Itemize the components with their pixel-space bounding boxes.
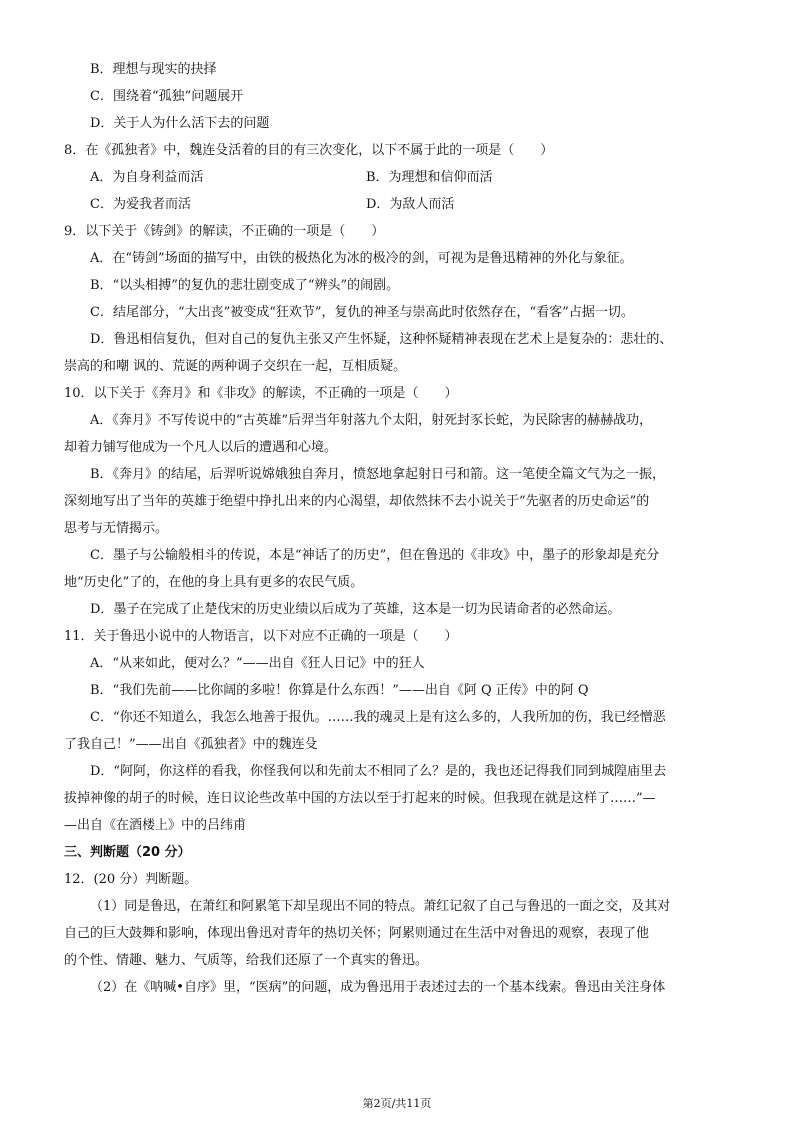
q10-option-d: D．墨子在完成了止楚伐宋的历史业绩以后成为了英雄，这本是一切为民请命者的必然命运。	[90, 602, 621, 617]
q12-item-1-cont2: 的个性、情趣、魅力、气质等，给我们还原了一个真实的鲁迅。	[64, 953, 429, 968]
q11-option-d: D．“阿阿，你这样的看我，你怪我何以和先前太不相同了么？是的，我也还记得我们同到城隍庙里去	[90, 764, 667, 779]
question-8: 8．在《孤独者》中，魏连殳活着的目的有三次变化，以下不属于此的一项是（ ）	[64, 143, 554, 158]
q10-option-c: C．墨子与公输般相斗的传说，本是“神话了的历史”，但在鲁迅的《非攻》中，墨子的形象却是充分	[90, 548, 660, 563]
q9-option-c: C．结尾部分，“大出丧”被变成“狂欢节”，复仇的神圣与崇高此时依然存在，“看客”占据一切。	[90, 305, 634, 320]
question-11: 11．关于鲁迅小说中的人物语言，以下对应不正确的一项是（ ）	[64, 629, 458, 644]
q8-option-b: B．为理想和信仰而活	[366, 170, 493, 185]
section-title: 三、判断题（20 分）	[64, 845, 191, 860]
q7-option-d: D．关于人为什么活下去的问题	[90, 116, 270, 131]
q10-option-c-cont: 地“历史化”了的，在他的身上具有更多的农民气质。	[64, 575, 364, 590]
q10-option-a: A．《奔月》不写传说中的“古英雄”后羿当年射落九个太阳，射死封豕长蛇，为民除害的赫赫战功，	[90, 413, 653, 428]
question-9: 9．以下关于《铸剑》的解读，不正确的一项是（ ）	[64, 224, 385, 239]
q12-item-1: （1）同是鲁迅，在萧红和阿累笔下却呈现出不同的特点。萧红记叙了自己与鲁迅的一面之交，及其对	[90, 899, 671, 914]
q11-option-b: B．“我们先前——比你阔的多啦！你算是什么东西！”——出自《阿 Q 正传》中的阿 Q	[90, 683, 589, 698]
q7-option-c: C．围绕着“孤独”问题展开	[90, 89, 244, 104]
q11-option-d-cont1: 拔掉神像的胡子的时候，连日议论些改革中国的方法以至于打起来的时候。但我现在就是这样了……”—	[64, 791, 656, 806]
q8-option-a: A．为自身利益而活	[90, 170, 204, 185]
q10-option-b-cont2: 思考与无情揭示。	[64, 521, 169, 536]
q7-option-b: B．理想与现实的抉择	[90, 62, 217, 77]
q10-option-b: B．《奔月》的结尾，后羿听说嫦娥独自奔月，愤怒地拿起射日弓和箭。这一笔使全篇文气为之一振，	[90, 467, 666, 482]
q9-option-d: D．鲁迅相信复仇，但对自己的复仇主张又产生怀疑，这种怀疑精神表现在艺术上是复杂的：悲壮的、	[90, 332, 673, 347]
q9-option-a: A．在“铸剑”场面的描写中，由铁的极热化为冰的极冷的剑，可视为是鲁迅精神的外化与象征。	[90, 251, 633, 266]
q11-option-d-cont2: —出自《在酒楼上》中的吕纬甫	[64, 818, 247, 833]
q11-option-c: C．“你还不知道么，我怎么地善于报仇。……我的魂灵上是有这么多的，人我所加的伤，我已经憎恶	[90, 710, 666, 725]
q8-option-d: D．为敌人而活	[366, 197, 455, 212]
q10-option-b-cont1: 深刻地写出了当年的英雄于绝望中挣扎出来的内心渴望，却依然抹不去小说关于“先驱者的历史命运”的	[64, 494, 650, 509]
question-10: 10．以下关于《奔月》和《非攻》的解读，不正确的一项是（ ）	[64, 386, 458, 401]
q8-option-c: C．为爱我者而活	[90, 197, 191, 212]
q10-option-a-cont: 却着力铺写他成为一个凡人以后的遭遇和心境。	[64, 440, 338, 455]
q9-option-d-cont: 崇高的和嘲 讽的、荒诞的两种调子交织在一起，互相质疑。	[64, 359, 407, 374]
q11-option-c-cont: 了我自己！”——出自《孤独者》中的魏连殳	[64, 737, 318, 752]
q12-item-1-cont1: 自己的巨大鼓舞和影响，体现出鲁迅对青年的热切关怀；阿累则通过在生活中对鲁迅的观察，表现了他	[64, 926, 650, 941]
q9-option-b: B．“以头相搏”的复仇的悲壮剧变成了“辨头”的闹剧。	[90, 278, 400, 293]
question-12: 12．(20 分）判断题。	[64, 872, 198, 887]
page-number: 第2页/共11页	[362, 1097, 432, 1110]
q11-option-a: A．“从来如此，便对么？”——出自《狂人日记》中的狂人	[90, 656, 425, 671]
q12-item-2: （2）在《呐喊•自序》里，“医病”的问题，成为鲁迅用于表述过去的一个基本线索。鲁迅由关注身体	[90, 980, 666, 995]
